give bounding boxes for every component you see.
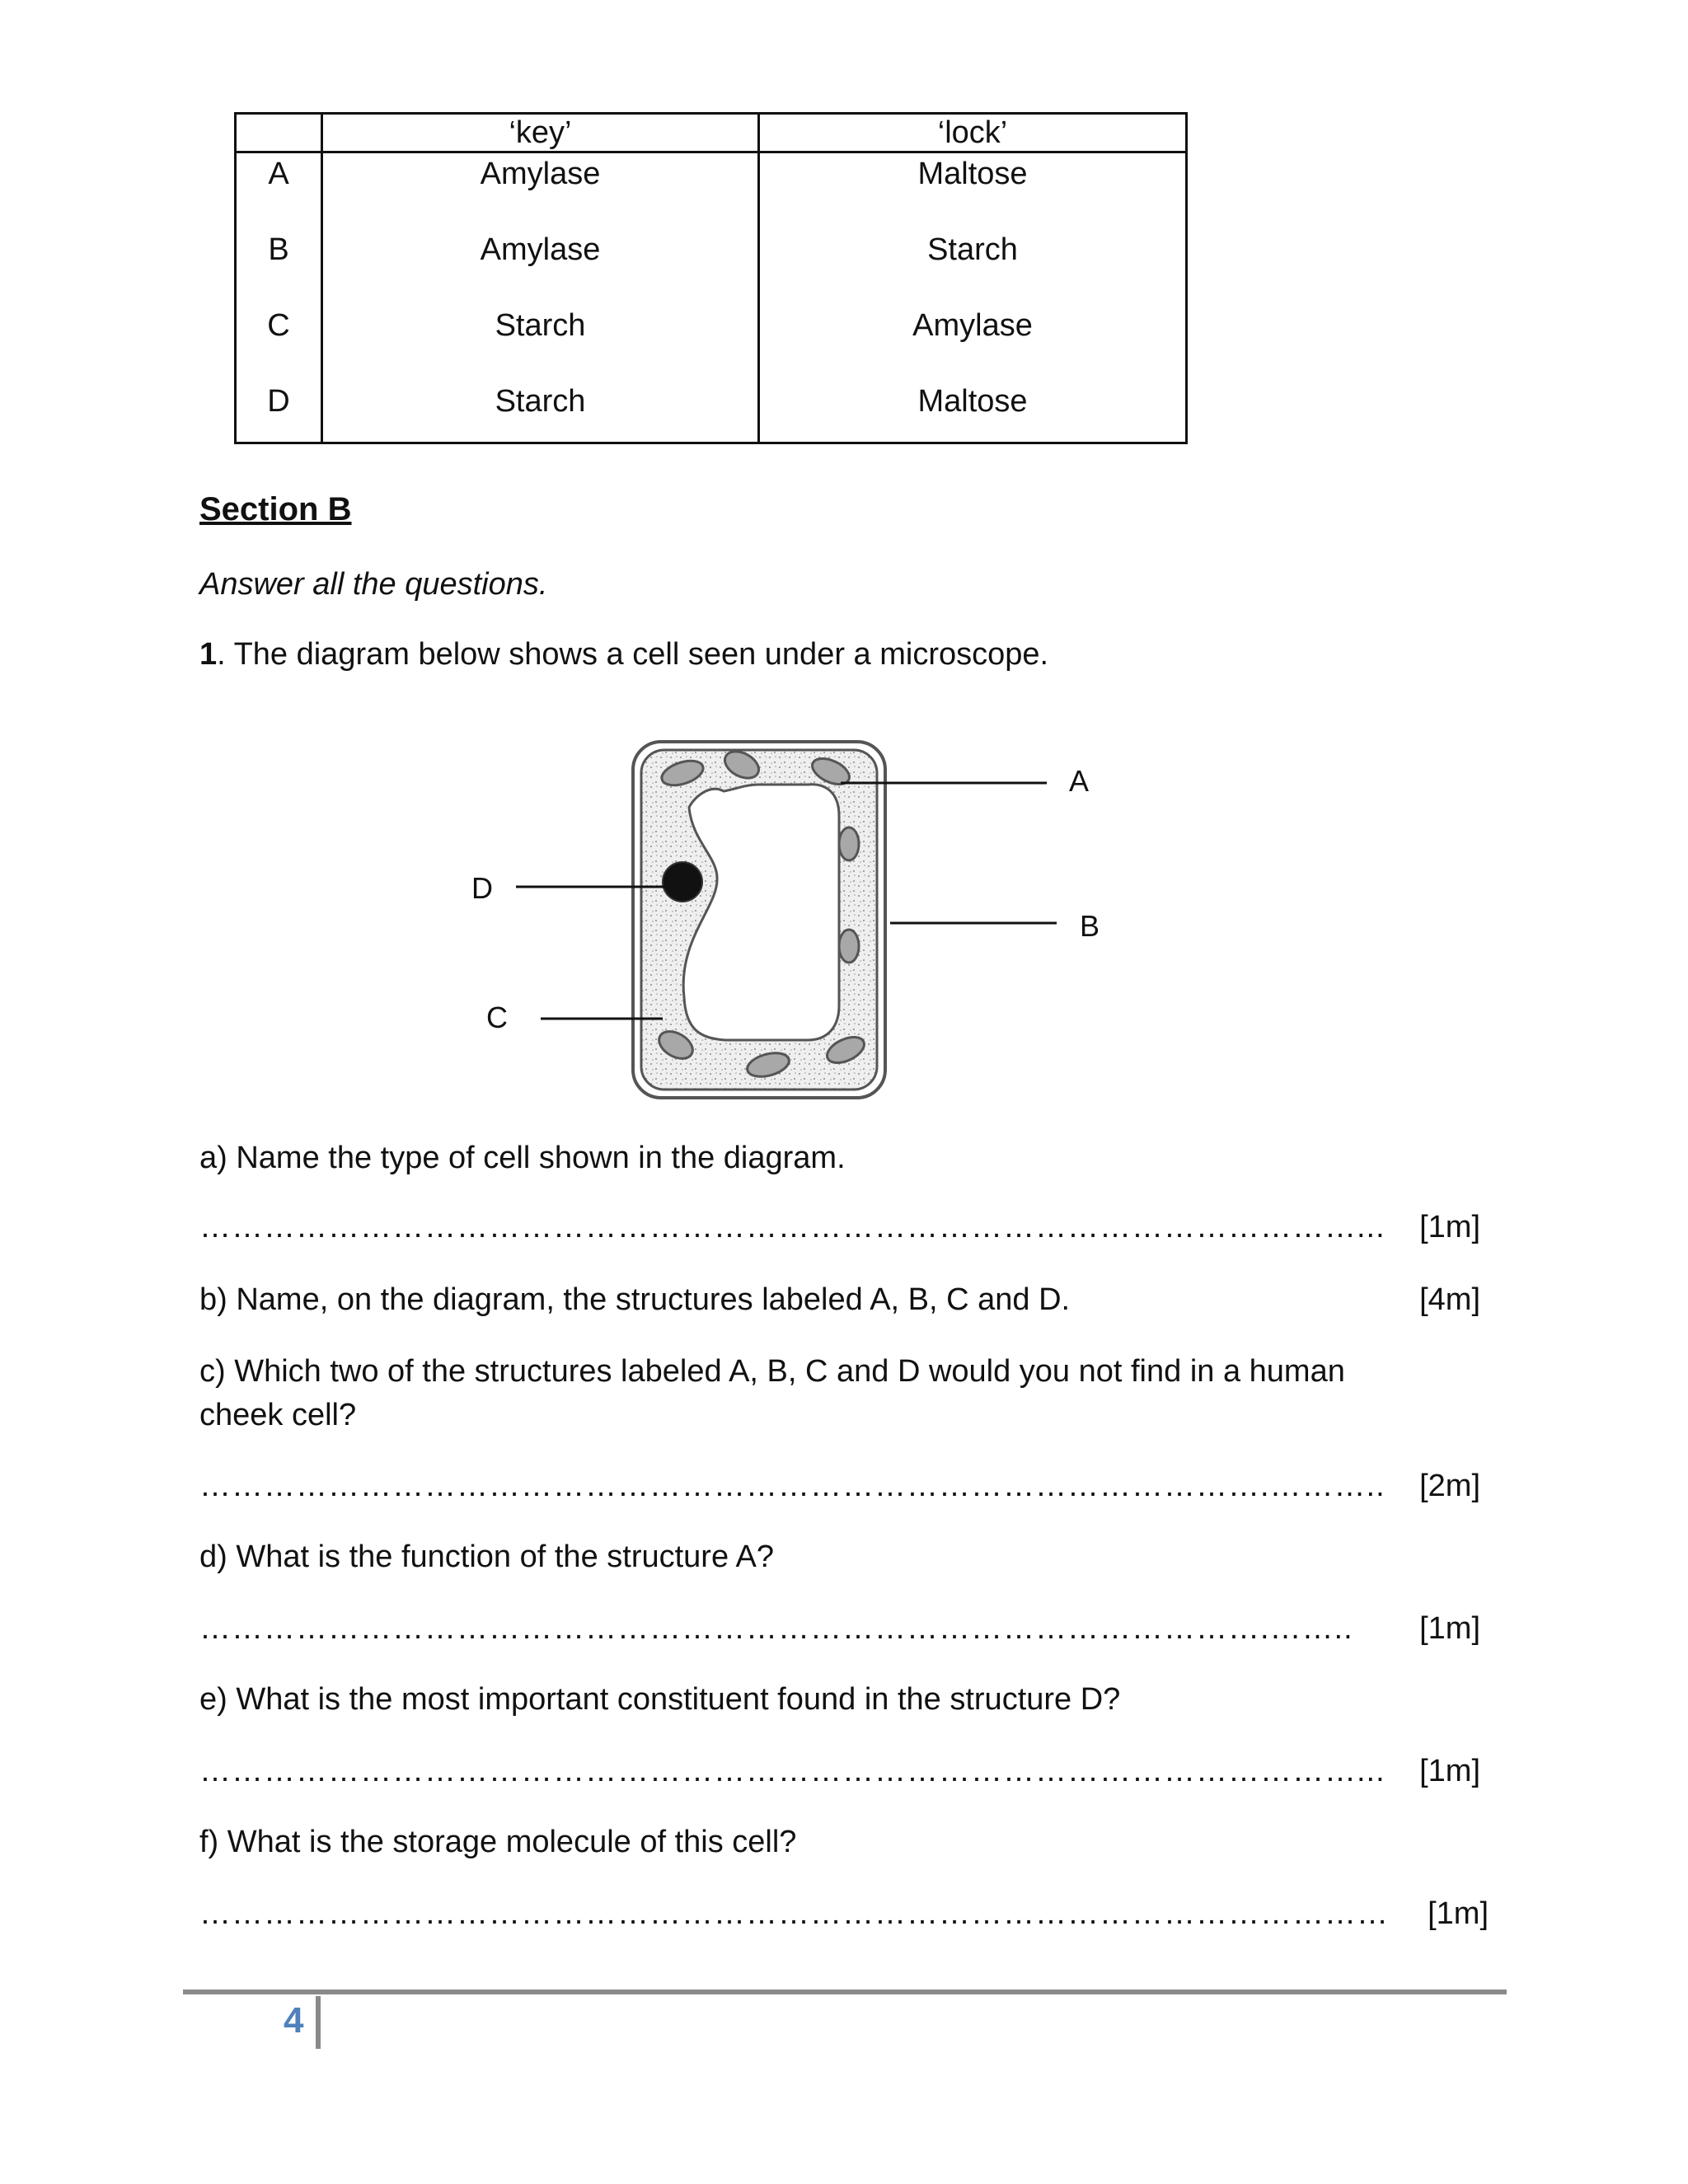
question-a-text: a) Name the type of cell shown in the diagram. — [199, 1141, 846, 1175]
table-row — [236, 381, 1187, 443]
mark-c: [2m] — [1419, 1469, 1480, 1503]
question-c-text-line1: c) Which two of the structures labeled A, B, C and D would you not find in a human — [199, 1354, 1345, 1389]
row-letter: B — [236, 229, 322, 305]
answer-line-e[interactable]: ………………………………………………………………………………………………... — [199, 1755, 1386, 1787]
answer-line-a[interactable]: ………………………………………………………………………………………………... — [199, 1212, 1386, 1243]
nucleus — [663, 862, 702, 902]
row-key: Starch — [322, 381, 759, 443]
vacuole — [683, 785, 839, 1040]
mark-b: [4m] — [1419, 1282, 1480, 1317]
diagram-label-c: C — [486, 1001, 508, 1034]
row-lock: Starch — [759, 229, 1187, 305]
chloroplast — [839, 827, 859, 860]
table-header-row — [236, 114, 1187, 152]
table-row — [236, 305, 1187, 381]
question-1-stem — [199, 639, 1048, 670]
diagram-label-d: D — [471, 871, 493, 905]
table-header-lock: ‘lock’ — [759, 114, 1187, 152]
row-letter: D — [236, 381, 322, 443]
section-title: Section B — [199, 491, 352, 527]
row-lock: Maltose — [759, 381, 1187, 443]
row-letter: C — [236, 305, 322, 381]
table-header-key: ‘key’ — [322, 114, 759, 152]
table-row — [236, 152, 1187, 230]
row-lock: Amylase — [759, 305, 1187, 381]
answer-line-c[interactable]: ……………………………………………………………………………………….……….. — [199, 1470, 1386, 1502]
diagram-label-b: B — [1080, 909, 1100, 943]
answer-line-f[interactable]: ………………………………………………………………………………………………… — [199, 1898, 1389, 1929]
mark-a: [1m] — [1419, 1210, 1480, 1244]
options-table — [234, 112, 1188, 444]
chloroplast — [839, 930, 859, 963]
row-lock: Maltose — [759, 152, 1187, 230]
question-d-text: d) What is the function of the structure A? — [199, 1540, 775, 1574]
question-c-text-line2: cheek cell? — [199, 1398, 357, 1432]
row-key: Amylase — [322, 152, 759, 230]
question-f-text: f) What is the storage molecule of this cell? — [199, 1825, 797, 1859]
row-key: Starch — [322, 305, 759, 381]
mark-f: [1m] — [1428, 1896, 1489, 1931]
table-row — [236, 229, 1187, 305]
question-b-text: b) Name, on the diagram, the structures labeled A, B, C and D. — [199, 1282, 1071, 1317]
page-number-divider — [316, 1996, 321, 2049]
question-text: . The diagram below shows a cell seen under a microscope. — [217, 637, 1049, 672]
footer-rule — [183, 1990, 1507, 1994]
row-letter: A — [236, 152, 322, 230]
row-key: Amylase — [322, 229, 759, 305]
table-header-cell — [236, 114, 322, 152]
diagram-label-a: A — [1069, 764, 1090, 798]
question-number: 1 — [199, 637, 218, 672]
section-instruction: Answer all the questions. — [199, 567, 548, 602]
plant-cell-diagram — [462, 725, 1170, 1104]
page-number: 4 — [284, 2000, 304, 2041]
question-e-text: e) What is the most important constituent found in the structure D? — [199, 1682, 1121, 1717]
answer-line-d[interactable]: ……………………………………………………………………………………….…….. — [199, 1613, 1353, 1644]
mark-e: [1m] — [1419, 1754, 1480, 1788]
mark-d: [1m] — [1419, 1611, 1480, 1646]
